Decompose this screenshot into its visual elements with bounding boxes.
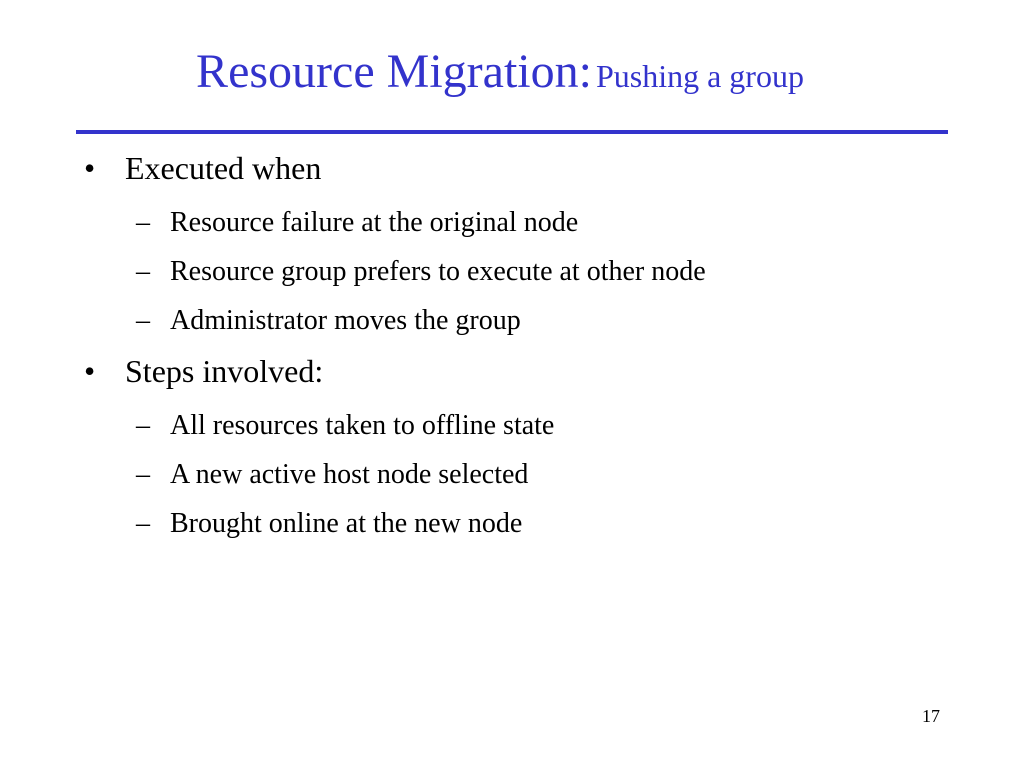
sub-item: [84, 206, 964, 239]
slide-body: [84, 146, 964, 540]
bullet-item: [84, 349, 964, 393]
dash-mark: –: [136, 410, 150, 441]
bullet-item: [84, 146, 964, 190]
sub-item: [84, 409, 964, 442]
sub-item: [84, 458, 964, 491]
dash-mark: –: [136, 459, 150, 490]
sub-item: [84, 304, 964, 337]
sub-item-text: Resource group prefers to execute at other node: [170, 256, 706, 287]
bullet-mark: •: [84, 353, 96, 389]
slide-number: 17: [922, 706, 940, 726]
bullet-group-steps-involved: [84, 349, 964, 540]
dash-mark: –: [136, 508, 150, 539]
bullet-mark: •: [84, 150, 96, 186]
dash-mark: –: [136, 305, 150, 336]
title-subtitle: Pushing a group: [595, 58, 804, 94]
sub-item-text: A new active host node selected: [170, 459, 529, 490]
sub-item-text: Brought online at the new node: [170, 508, 523, 539]
bullet-text: Steps involved:: [125, 353, 324, 389]
sub-item: [84, 255, 964, 288]
dash-mark: –: [136, 207, 150, 238]
slide-title: [0, 44, 1000, 99]
sub-item-text: All resources taken to offline state: [170, 410, 555, 441]
sub-item-text: Administrator moves the group: [170, 305, 521, 336]
dash-mark: –: [136, 256, 150, 287]
sub-item: [84, 507, 964, 540]
title-main: Resource Migration:: [196, 45, 592, 98]
bullet-text: Executed when: [125, 150, 322, 186]
title-divider: [76, 130, 948, 134]
sub-item-text: Resource failure at the original node: [170, 207, 579, 238]
bullet-group-executed-when: [84, 146, 964, 337]
